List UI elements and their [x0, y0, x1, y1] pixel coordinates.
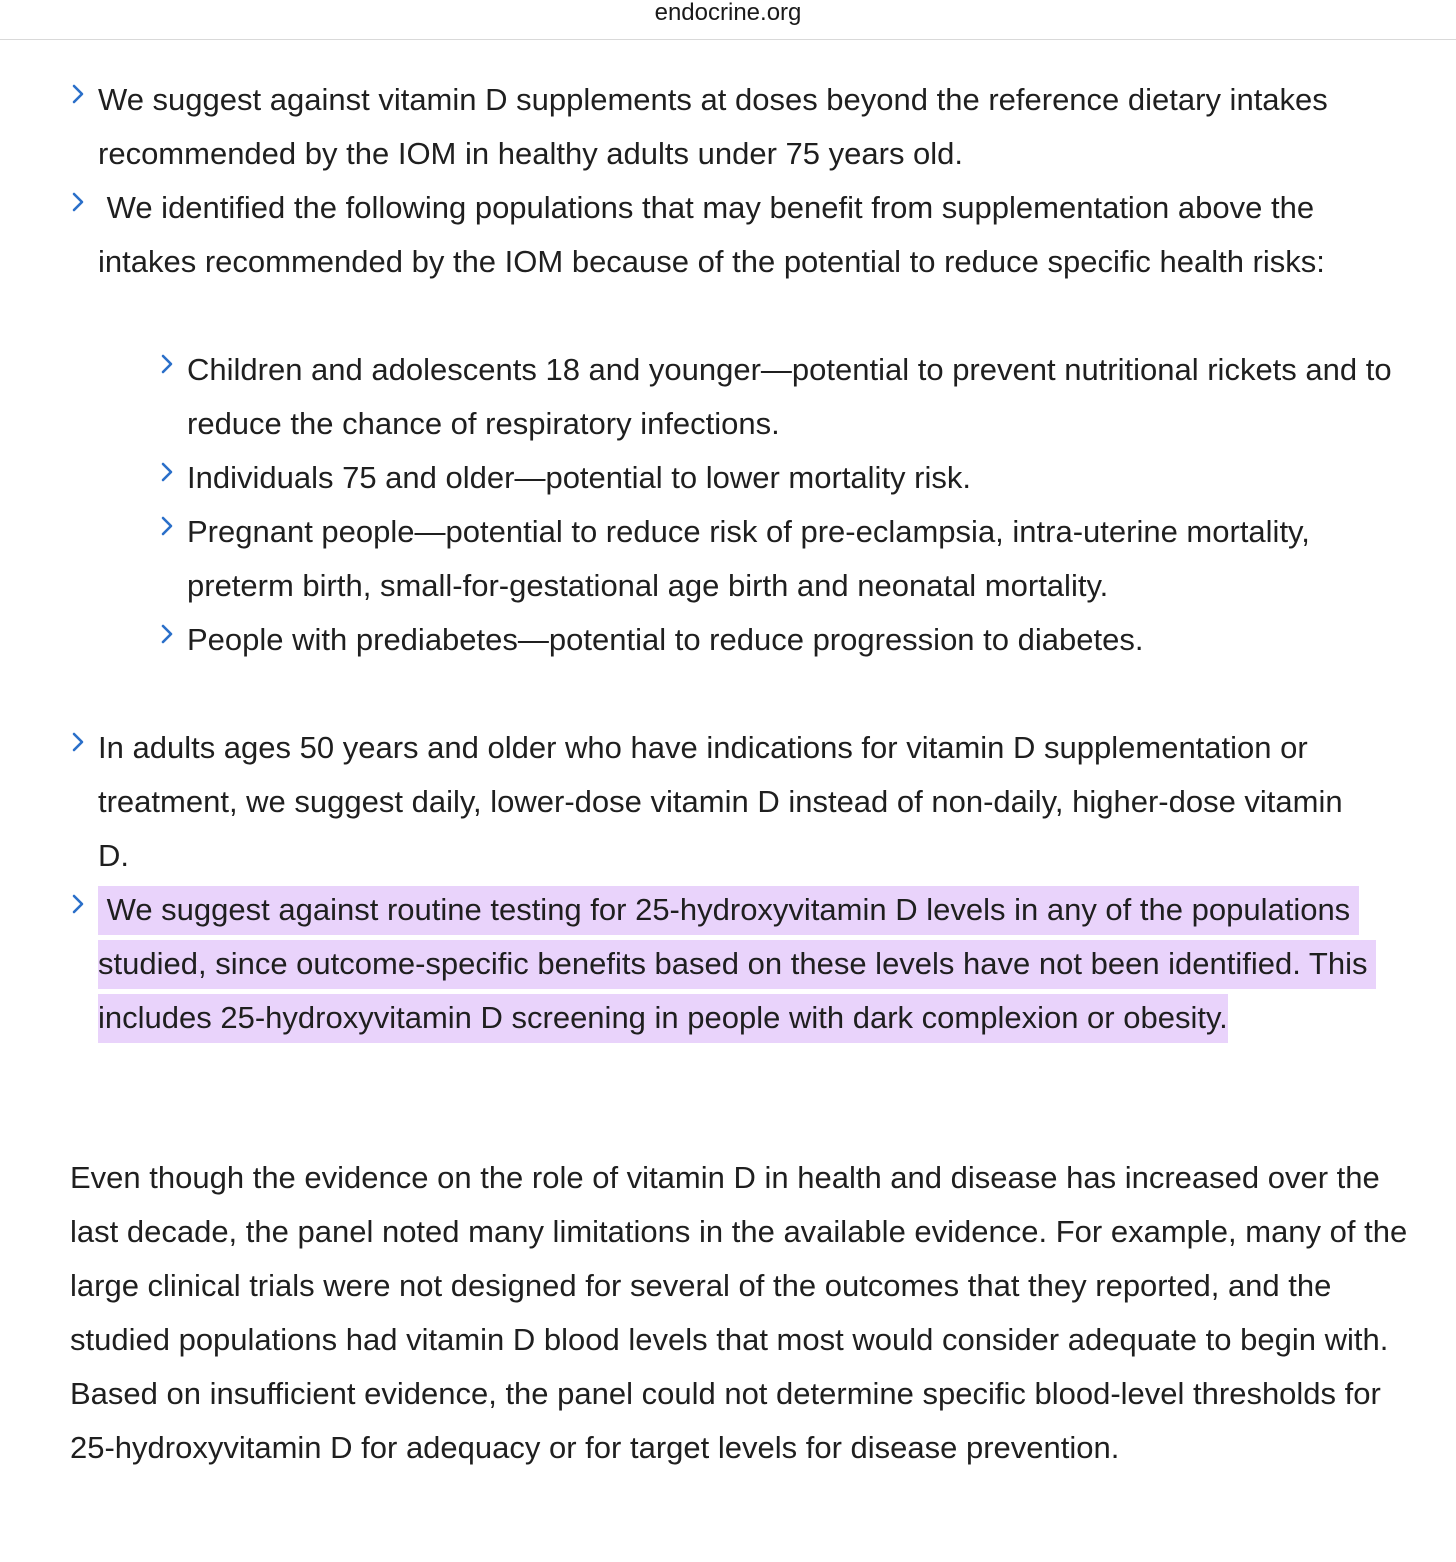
- address-bar[interactable]: [0, 0, 1456, 40]
- list-item-highlighted: [98, 883, 1398, 1045]
- sub-list-item: [187, 343, 1412, 451]
- chevron-right-icon: [159, 353, 175, 375]
- sub-list-item-text: Children and adolescents 18 and younger—potential to prevent nutritional rickets and to reduce the chance of respiratory infections.: [187, 352, 1392, 441]
- chevron-right-icon: [70, 731, 86, 753]
- chevron-right-icon: [159, 515, 175, 537]
- sub-list-item: [187, 451, 1412, 505]
- sub-list-item-text: Individuals 75 and older—potential to lower mortality risk.: [187, 460, 971, 495]
- list-item: [98, 721, 1348, 883]
- chevron-right-icon: [70, 893, 86, 915]
- list-item: [98, 73, 1398, 181]
- chevron-right-icon: [159, 623, 175, 645]
- url-text: endocrine.org: [654, 0, 802, 26]
- list-item-text: We suggest against vitamin D supplements at doses beyond the reference dietary intakes recommended by the IOM in healthy adults under 75 years old.: [98, 82, 1328, 171]
- list-item-text: In adults ages 50 years and older who have indications for vitamin D supplementation or treatment, we suggest daily, lower-dose vitamin D instead of non-daily, higher-dose vitamin D.: [98, 730, 1343, 873]
- chevron-right-icon: [70, 191, 86, 213]
- chevron-right-icon: [159, 461, 175, 483]
- highlighted-text[interactable]: We suggest against routine testing for 25-hydroxyvitamin D levels in any of the populations studied, since outcome-specific benefits based on these levels have not been identified. This includes 25-hydroxyvitamin D screening in people with dark complexion or obesity.: [98, 886, 1376, 1043]
- body-paragraph: Even though the evidence on the role of vitamin D in health and disease has increased over the last decade, the panel noted many limitations in the available evidence. For example, many of the large clinical trials were not designed for several of the outcomes that they reported, and the studied populations had vitamin D blood levels that most would consider adequate to begin with. Based on insufficient evidence, the panel could not determine specific blood-level thresholds for 25-hydroxyvitamin D for adequacy or for target levels for disease prevention.: [70, 1160, 1408, 1465]
- sub-list-item-text: People with prediabetes—potential to reduce progression to diabetes.: [187, 622, 1144, 657]
- list-item-text: We identified the following populations that may benefit from supplementation above the intakes recommended by the IOM because of the potential to reduce specific health risks:: [98, 190, 1325, 279]
- sub-list-item: [187, 613, 1412, 667]
- chevron-right-icon: [70, 83, 86, 105]
- list-item: [98, 181, 1398, 289]
- sub-list-item-text: Pregnant people—potential to reduce risk of pre-eclampsia, intra-uterine mortality, preterm birth, small-for-gestational age birth and neonatal mortality.: [187, 514, 1310, 603]
- sub-list-item: [187, 505, 1412, 613]
